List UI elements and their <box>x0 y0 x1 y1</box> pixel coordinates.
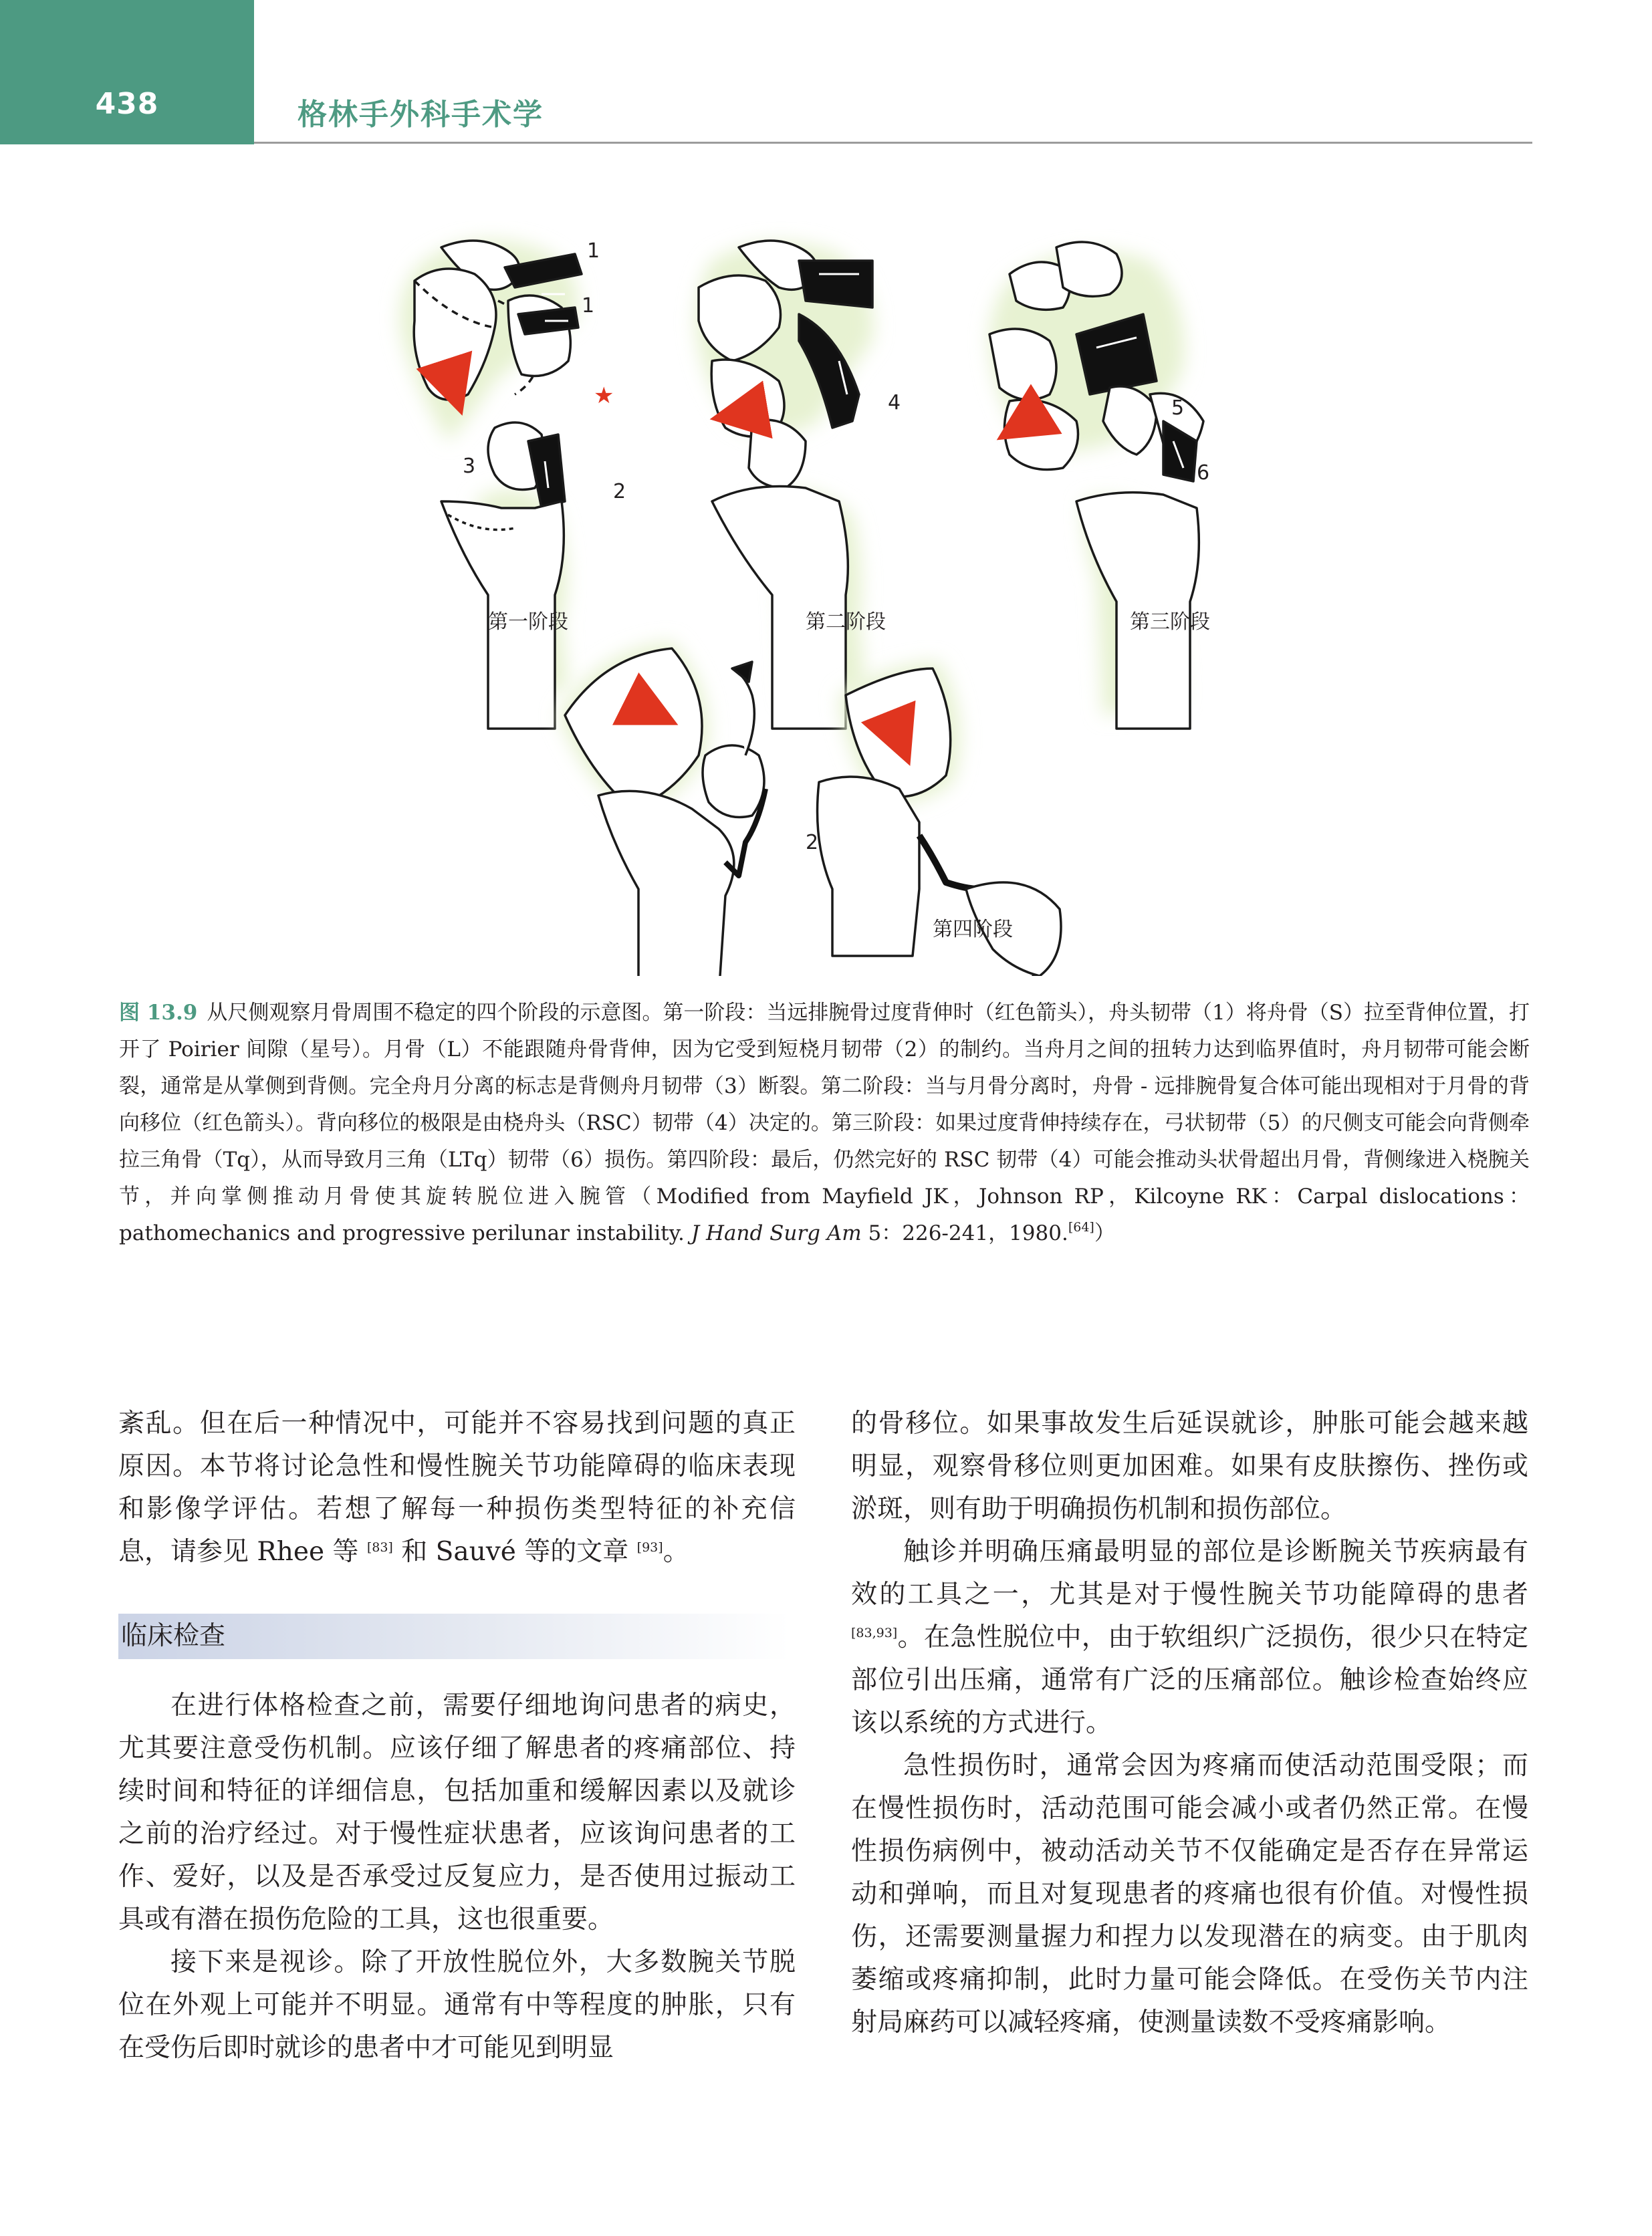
left-column <box>118 1402 796 2070</box>
figure-id: 图 13.9 <box>119 1001 198 1025</box>
stage-3-label: 第三阶段 <box>1130 610 1210 634</box>
page-number: 438 <box>95 87 159 121</box>
figure-marker-1-top: 1 <box>587 239 600 263</box>
figure-illustration <box>374 221 1244 976</box>
book-title: 格林手外科手术学 <box>298 98 544 132</box>
figure-marker-5: 5 <box>1171 396 1185 420</box>
header-rule <box>254 142 1532 144</box>
text: 。 <box>663 1537 689 1567</box>
figure-marker-2: 2 <box>613 480 626 503</box>
caption-text: 从尺侧观察月骨周围不稳定的四个阶段的示意图。第一阶段：当远排腕骨过度背伸时（红色箭头），舟头韧带（1）将舟骨（S）拉至背伸位置，打开了 Poirier 间隙（星号）。月骨（L）不能跟随舟骨背伸，因为它受到短桡月韧带（2）的制约。当舟月之间的扭转力达到临界值时，舟月韧带可能会断裂，通常是从掌侧到背侧。完全舟月分离的标志是背侧舟月韧带（3）断裂。第二阶段：当与月骨分离时，舟骨 - 远排腕骨复合体可能出现相对于月骨的背向移位（红色箭头）。背向移位的极限是由桡舟头（RSC）韧带（4）决定的。第三阶段：如果过度背伸持续存在，弓状韧带（5）的尺侧支可能会向背侧牵拉三角骨（Tq），从而导致月三角（LTq）韧带（6）损伤。第四阶段：最后，仍然完好的 RSC 韧带（4）可能会推动头状骨超出月骨，背侧缘进入桡腕关节，并向掌侧推动月骨使其旋转脱位进入腕管（Modified from Mayfield JK，Johnson RP，Kilcoyne RK：Carpal dislocations：pathomechanics and progressive perilunar instability. <box>119 1001 1530 1245</box>
citation-ref: [93] <box>636 1540 663 1555</box>
figure-marker-3: 3 <box>463 455 476 478</box>
text: 和 Sauvé 等的文章 <box>401 1537 629 1567</box>
text: 。在急性脱位中，由于软组织广泛损伤，很少只在特定部位引出压痛，通常有广泛的压痛部位。触诊检查始终应该以系统的方式进行。 <box>851 1622 1528 1738</box>
right-paragraph-2 <box>851 1531 1528 1745</box>
right-column <box>851 1402 1528 2044</box>
figure-marker-1: 1 <box>582 294 595 318</box>
stage-1-label: 第一阶段 <box>488 610 568 634</box>
figure-marker-4: 4 <box>888 391 901 414</box>
caption-ref: [64] <box>1068 1220 1094 1235</box>
stage-3-diagram <box>989 242 1203 729</box>
caption-journal: J Hand Surg Am <box>691 1221 862 1245</box>
figure-marker-6: 6 <box>1197 461 1210 485</box>
text: 触诊并明确压痛最明显的部位是诊断腕关节疾病最有效的工具之一，尤其是对于慢性腕关节功能障碍的患者 <box>851 1537 1528 1610</box>
left-paragraph-3: 接下来是视诊。除了开放性脱位外，大多数腕关节脱位在外观上可能并不明显。通常有中等程度的肿胀，只有在受伤后即时就诊的患者中才可能见到明显 <box>118 1947 796 2063</box>
citation-ref: [83] <box>366 1540 393 1555</box>
section-heading: 临床检查 <box>118 1614 790 1659</box>
stage-2-diagram <box>695 241 873 729</box>
citation-ref: [83,93] <box>851 1626 898 1640</box>
left-paragraph-2: 在进行体格检查之前，需要仔细地询问患者的病史，尤其要注意受伤机制。应该仔细了解患者的疼痛部位、持续时间和特征的详细信息，包括加重和缓解因素以及就诊之前的治疗经过。对于慢性症状患者，应该询问患者的工作、爱好，以及是否承受过反复应力，是否使用过振动工具或有潜在损伤危险的工具，这也很重要。 <box>118 1691 796 1935</box>
stage-4-label: 第四阶段 <box>933 918 1013 941</box>
poirier-space-star-icon: ★ <box>594 382 614 409</box>
figure-marker-2-stage4: 2 <box>806 831 819 854</box>
page-number-block <box>0 0 254 144</box>
caption-citation: 5：226-241，1980. <box>868 1221 1068 1245</box>
left-paragraph-1 <box>118 1402 796 1574</box>
figure-caption <box>119 995 1530 1252</box>
stage-1-diagram <box>400 240 582 729</box>
text: 紊乱。但在后一种情况中，可能并不容易找到问题的真正原因。本节将讨论急性和慢性腕关节功能障碍的临床表现和影像学评估。若想了解每一种损伤类型特征的补充信息，请参见 Rhee 等 <box>118 1408 796 1567</box>
caption-close: ） <box>1094 1221 1115 1245</box>
stage-2-label: 第二阶段 <box>806 610 886 634</box>
right-paragraph-3: 急性损伤时，通常会因为疼痛而使活动范围受限；而在慢性损伤时，活动范围可能会减小或者仍然正常。在慢性损伤病例中，被动活动关节不仅能确定是否存在异常运动和弹响，而且对复现患者的疼痛也很有价值。对慢性损伤，还需要测量握力和捏力以发现潜在的病变。由于肌肉萎缩或疼痛抑制，此时力量可能会降低。在受伤关节内注射局麻药可以减轻疼痛，使测量读数不受疼痛影响。 <box>851 1751 1528 2037</box>
right-paragraph-1: 的骨移位。如果事故发生后延误就诊，肿胀可能会越来越明显，观察骨移位则更加困难。如果有皮肤擦伤、挫伤或淤斑，则有助于明确损伤机制和损伤部位。 <box>851 1408 1528 1524</box>
